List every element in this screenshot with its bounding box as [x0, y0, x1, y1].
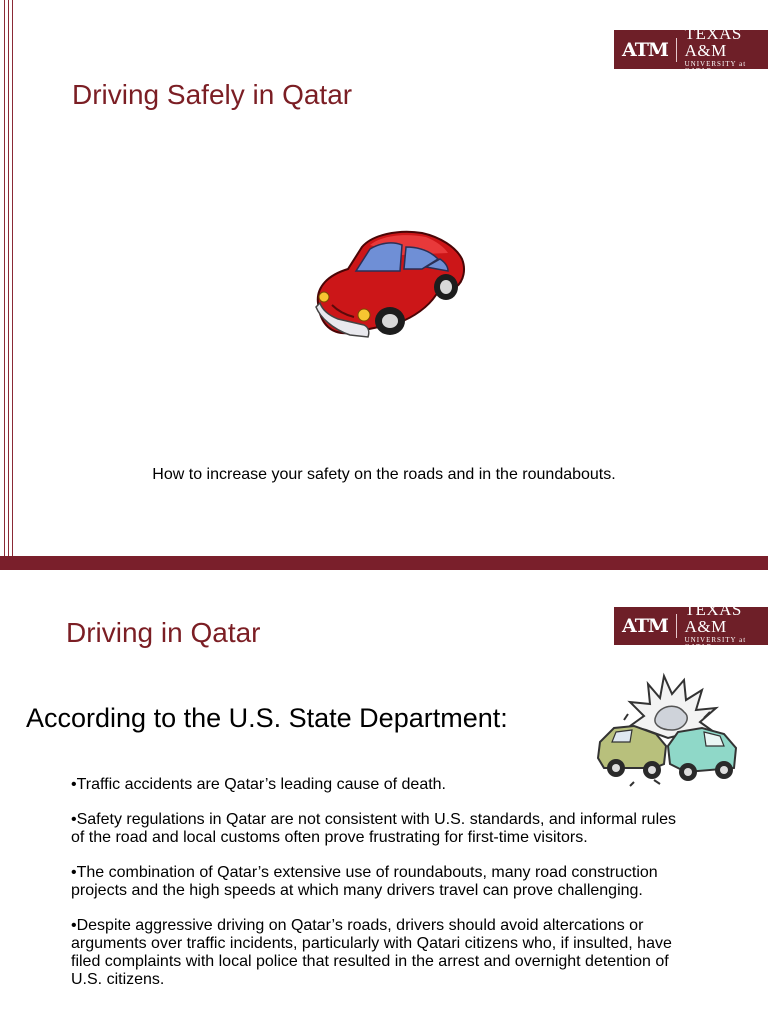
car-crash-icon — [594, 672, 744, 788]
logo-subname: UNIVERSITY at QATAR — [684, 636, 747, 651]
slide-title: Driving Safely in Qatar — [72, 79, 353, 110]
slide-2 — [0, 570, 768, 1024]
atm-monogram: ATM — [622, 615, 668, 637]
logo-name: TEXAS A&M — [684, 600, 742, 636]
logo-divider — [676, 38, 677, 62]
logo-text — [685, 25, 760, 75]
tamu-qatar-logo — [614, 600, 768, 651]
red-car-icon — [310, 225, 470, 343]
atm-monogram: ATM — [622, 38, 668, 61]
bullet-item: •Safety regulations in Qatar are not consistent with U.S. standards, and informal rules of the road and local customs often prove frustrating for first-time visitors. — [71, 811, 677, 846]
logo-divider — [676, 614, 677, 638]
bullet-item: •Despite aggressive driving on Qatar’s roads, drivers should avoid altercations or arguments over traffic incidents, particularly with Qatari citizens who, if insulted, have filed complaints with local police that resulted in the arrest and overnight detention of U.S. citizens. — [71, 917, 672, 988]
logo-text — [685, 601, 760, 651]
logo-subname: UNIVERSITY at QATAR — [684, 59, 747, 75]
bullet-item: •The combination of Qatar’s extensive use of roundabouts, many road construction projects and the high speeds at which many drivers travel can prove challenging. — [71, 864, 658, 899]
slide-subtitle: How to increase your safety on the roads and in the roundabouts. — [152, 466, 616, 483]
tamu-qatar-logo — [614, 23, 768, 75]
slide-separator — [0, 556, 768, 570]
slide-title: Driving in Qatar — [66, 617, 261, 648]
bullet-item: •Traffic accidents are Qatar’s leading cause of death. — [71, 776, 446, 793]
section-heading: According to the U.S. State Department: — [26, 703, 508, 733]
bullet-list — [71, 776, 691, 1006]
logo-name: TEXAS A&M — [684, 23, 742, 60]
